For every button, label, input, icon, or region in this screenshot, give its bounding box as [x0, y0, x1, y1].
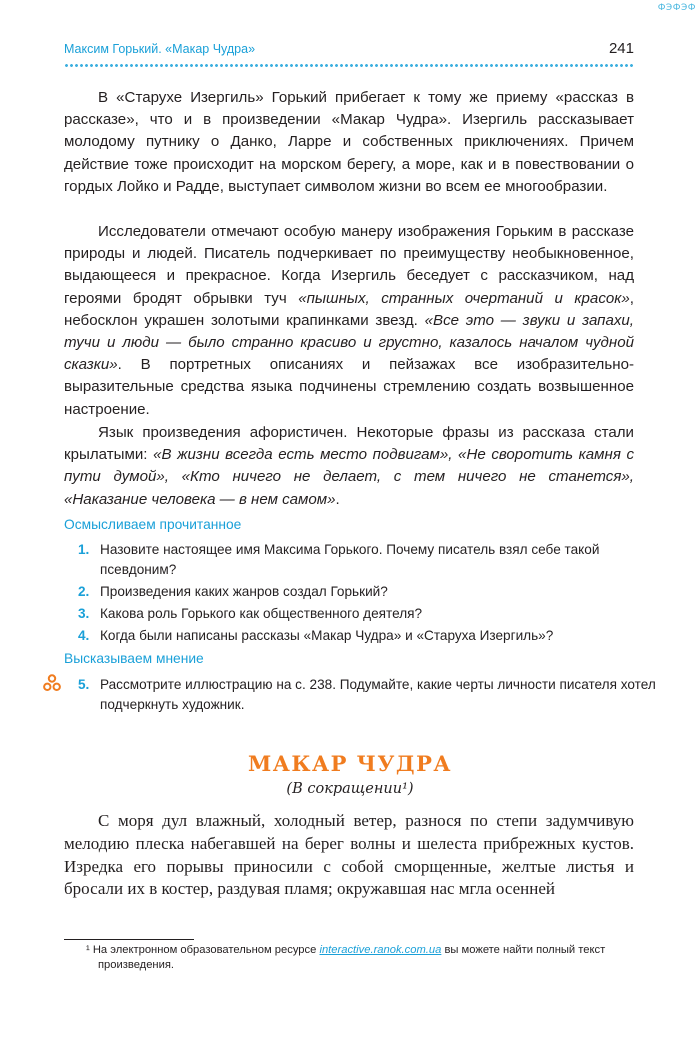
question-item	[64, 604, 634, 624]
work-text: С моря дул влажный, холодный ветер, разнося по степи задумчивую мелодию плеска набегавшей на берег волны и шелеста прибрежных кустов. Изредка его порывы приносили с собой сморщенные, желтые листья и бросали их в костер, раздувая пламя; окружавшая нас мгла осенней	[64, 811, 634, 899]
question-item	[64, 540, 634, 580]
opinion-heading: Высказываем мнение	[64, 651, 204, 666]
footnote-link[interactable]: interactive.ranok.com.ua	[319, 944, 442, 956]
question-text: Произведения каких жанров создал Горький?	[100, 584, 388, 599]
question-text: Когда были написаны рассказы «Макар Чудра» и «Старуха Изергиль»?	[100, 628, 554, 643]
footnote-marker: ¹	[86, 944, 90, 956]
question-number: 2.	[78, 584, 90, 599]
dotted-rule	[64, 62, 634, 70]
opinion-question-item	[64, 675, 670, 715]
paragraph-2-quote-fairytale: «Все это — звуки и запахи, тучи и люди — было странно красиво и грустно, казалось началом чудной сказки»	[64, 311, 635, 374]
question-number: 4.	[78, 628, 90, 643]
paragraph-2-text: , небосклон украшен золотыми крапинками звезд.	[64, 289, 634, 329]
question-text: Рассмотрите иллюстрацию на с. 238. Подумайте, какие черты личности писателя хотел подчеркнуть художник.	[100, 677, 656, 712]
footnote	[64, 943, 634, 973]
paragraph-3-aphorisms: «В жизни всегда есть место подвигам», «Не сворoтить камня с пути думой», «Кто ничего не делает, с тем ничего не станется», «Наказание человека — в нем самом»	[64, 446, 634, 508]
question-item	[64, 626, 634, 646]
group-work-icon	[43, 674, 61, 692]
page-number: 241	[608, 40, 634, 57]
comprehension-questions	[64, 540, 634, 648]
paragraph-3	[64, 422, 634, 511]
question-text: Назовите настоящее имя Максима Горького. Почему писатель взял себе такой псевдоним?	[100, 542, 600, 577]
footnote-text: вы можете найти полный текст произведения.	[98, 944, 606, 971]
question-text: Какова роль Горького как общественного деятеля?	[100, 606, 423, 621]
work-title: МАКАР ЧУДРА	[248, 751, 452, 776]
running-title: Максим Горький. «Макар Чудра»	[64, 42, 256, 56]
corner-mark: ФЭФЭФ	[657, 3, 696, 13]
running-header	[64, 40, 634, 60]
footnote-rule	[64, 939, 194, 940]
paragraph-2	[64, 221, 634, 421]
footnote-text: На электронном образовательном ресурсе	[89, 944, 320, 956]
paragraph-3-text: Язык произведения афористичен. Некоторые фразы из рассказа стали крылатыми:	[64, 424, 634, 464]
paragraph-2-quote-clouds: «пышных, странных очертаний и красок»	[298, 289, 630, 307]
question-number: 1.	[78, 542, 90, 557]
question-number: 3.	[78, 606, 90, 621]
paragraph-2-text: Исследователи отмечают особую манеру изображения Горьким в рассказе природы и людей. Писатель подчеркивает по преимуществу необыкновенное, выдающееся и прекрасное. Когда Изергиль беседует с рассказчиком, над героями бродят обрывки туч	[64, 223, 634, 307]
question-number: 5.	[78, 677, 90, 692]
comprehension-heading: Осмысливаем прочитанное	[64, 517, 242, 532]
paragraph-2-text: . В портретных описаниях и пейзажах все изобразительно-выразительные средства языка подчинены стремлению создать возвышенное настроение.	[64, 356, 634, 418]
paragraph-1: В «Старухе Изергиль» Горький прибегает к тому же приему «рассказ в рассказе», что и в произведении «Макар Чудра». Изергиль рассказывает молодому путнику о Данко, Ларре и собственных приключениях. Причем действие тоже происходит на морском берегу, а море, как и в повествовании о гордых Лойко и Радде, выступает символом жизни во всем ее многообразии.	[64, 89, 634, 195]
question-item	[64, 582, 634, 602]
work-subtitle: (В сокращении¹)	[286, 781, 414, 797]
paragraph-3-text: .	[335, 490, 340, 508]
